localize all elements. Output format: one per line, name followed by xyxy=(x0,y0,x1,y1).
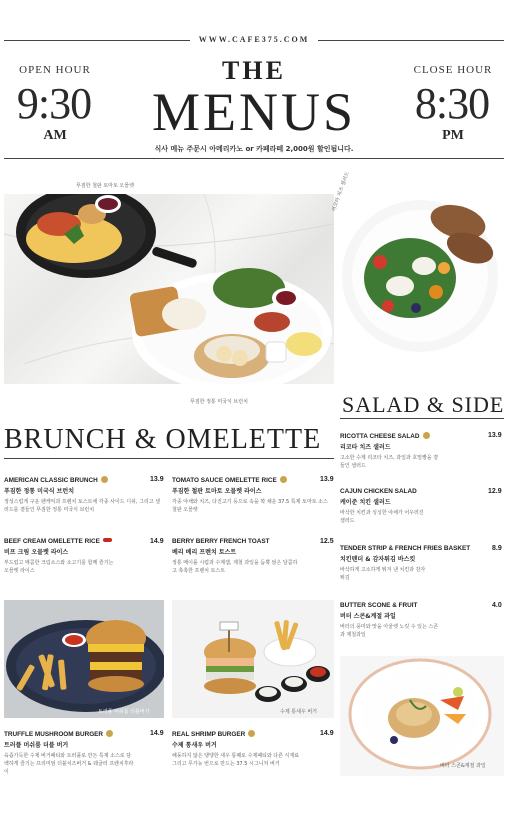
caption-brunch-plate-label: 푸짐한 정통 미국식 브런치 xyxy=(190,399,248,405)
chef-pick-icon xyxy=(280,476,287,483)
menu-item-cajun-salad xyxy=(340,488,480,525)
item-korean-name: 트러플 머쉬룸 더블 버거 xyxy=(4,742,69,749)
close-time: 8:30 xyxy=(414,79,490,128)
menu-item-tender-basket xyxy=(340,545,480,582)
item-korean-name: 케이준 치킨 샐러드 xyxy=(340,499,391,506)
brunch-title-rule xyxy=(4,458,334,459)
price-shrimp-burger: 14.9 xyxy=(320,730,334,737)
price-beef-omelette: 14.9 xyxy=(150,538,164,545)
price-american-brunch: 13.9 xyxy=(150,476,164,483)
website-url: WWW.CAFE375.COM xyxy=(190,35,318,44)
item-korean-name: 수제 통새우 버거 xyxy=(172,742,217,749)
caption-truffle-photo: 트러플 머쉬룸 더블버거 xyxy=(98,709,150,715)
scone-illustration xyxy=(340,656,504,776)
salad-section-title: SALAD & SIDE xyxy=(342,392,505,417)
truffle-burger-illustration xyxy=(4,600,164,718)
menu-item-tomato-omelette xyxy=(172,476,332,514)
item-name: BUTTER SCONE & FRUIT xyxy=(340,602,418,609)
item-name: TRUFFLE MUSHROOM BURGER xyxy=(4,731,104,738)
price-truffle-burger: 14.9 xyxy=(150,730,164,737)
shrimp-burger-photo xyxy=(172,600,334,718)
price-butter-scone: 4.0 xyxy=(492,602,502,609)
title-menus: MENUS xyxy=(151,82,357,142)
discount-notice: 식사 메뉴 주문시 아메리카노 or 카페라떼 2,000원 할인됩니다. xyxy=(154,145,354,153)
item-name: AMERICAN CLASSIC BRUNCH xyxy=(4,477,98,484)
item-name: BEEF CREAM OMELETTE RICE xyxy=(4,538,100,545)
menu-item-american-brunch xyxy=(4,476,164,514)
open-ampm: AM xyxy=(43,128,67,143)
chef-pick-icon xyxy=(423,432,430,439)
price-cajun-salad: 12.9 xyxy=(488,488,502,495)
open-hour-label: OPEN HOUR xyxy=(19,64,91,76)
caption-shrimp-photo: 수제 통새우 버거 xyxy=(280,709,317,715)
price-tender-basket: 8.9 xyxy=(492,545,502,552)
item-name: TOMATO SAUCE OMELETTE RICE xyxy=(172,477,277,484)
chef-pick-icon xyxy=(248,730,255,737)
item-description: 부드럽고 매콤한 크림소스와 소고기를 함께 즐기는 오믈렛 라이스 xyxy=(4,560,114,574)
salad-title-rule xyxy=(340,418,504,419)
scone-photo xyxy=(340,656,504,776)
menu-item-berry-toast xyxy=(172,538,332,575)
truffle-burger-photo xyxy=(4,600,164,718)
caption-skillet-label: 푸짐한 철판 토마토 오믈렛 xyxy=(76,183,134,189)
item-name: RICOTTA CHEESE SALAD xyxy=(340,433,420,440)
item-korean-name: 치킨텐더 & 감자튀김 바스킷 xyxy=(340,556,416,563)
price-ricotta-salad: 13.9 xyxy=(488,432,502,439)
brunch-illustration xyxy=(4,194,334,384)
item-korean-name: 푸짐한 정통 미국식 브런치 xyxy=(4,488,75,495)
item-name: BERRY BERRY FRENCH TOAST xyxy=(172,538,270,545)
caption-scone-photo: 버터 스콘&계절 과일 xyxy=(440,763,486,769)
chef-pick-icon xyxy=(101,476,108,483)
title-the: THE xyxy=(222,56,286,85)
item-name: TENDER STRIP & FRENCH FRIES BASKET xyxy=(340,545,471,552)
item-name: CAJUN CHICKEN SALAD xyxy=(340,488,417,495)
item-description: 고소한 수제 리코타 치즈, 과일과 호밀빵을 곁들인 샐러드 xyxy=(340,455,439,469)
menu-item-butter-scone xyxy=(340,602,480,639)
item-description: 해동하지 않은 탱탱한 새우 통째로 수제패티와 다른 식재료 그리고 무가능 번으로 만드는 37.5 시그니처 버거 xyxy=(172,753,300,767)
spicy-icon xyxy=(103,538,112,542)
menu-item-ricotta-salad xyxy=(340,432,480,470)
brunch-section-title: BRUNCH & OMELETTE xyxy=(4,424,322,455)
item-korean-name: 버터 스콘&계절 과일 xyxy=(340,613,396,620)
item-description: 정성스럽게 구운 팬케익과 프렌치 토스트에 각종 사이드 디쉬, 그리고 샐러드를 곁들인 푸짐한 정통 미국식 브런치 xyxy=(4,499,160,513)
item-description: 버터의 풍미와 맛을 아울렛 노릿 수 있는 스콘과 제철과일 xyxy=(340,624,439,638)
price-tomato-omelette: 13.9 xyxy=(320,476,334,483)
item-description: 정통 메이플 시럽과 수제잼, 제철 과일을 듬뿍 얹은 달콤하고 촉촉한 프렌치 토스트 xyxy=(172,560,298,574)
item-description: 바삭하게 고소하게 튀겨 낸 치킨과 감자 튀김 xyxy=(340,567,426,581)
item-description: 육즙가득한 수제 버거패티와 트러플로 만든 특제 소스로 담백하게 즐기는 프리미엄 더블치즈버거 & 웨굴러 프렌치후라이 xyxy=(4,753,134,775)
menu-item-truffle-burger xyxy=(4,730,164,776)
brunch-photo xyxy=(4,194,334,384)
header-bottom-rule xyxy=(4,158,504,159)
price-berry-toast: 12.5 xyxy=(320,538,334,545)
item-korean-name: 베리 베리 프렌치 토스트 xyxy=(172,549,237,556)
item-description: 바삭한 치킨과 싱싱한 야채가 어우러진 샐러드 xyxy=(340,510,424,524)
item-description: 각종 야채와 치즈, 다진고기 등으로 속을 꽉 채운 37.5 특제 토마토 소스 철판 오믈렛 xyxy=(172,499,328,513)
close-ampm: PM xyxy=(442,128,464,143)
caption-salad: 리코타 치즈 샐러드 xyxy=(330,171,351,213)
salad-illustration xyxy=(340,196,504,356)
menu-item-shrimp-burger xyxy=(172,730,332,768)
chef-pick-icon xyxy=(106,730,113,737)
close-hour-label: CLOSE HOUR xyxy=(413,64,493,76)
item-korean-name: 비프 크림 오믈렛 라이스 xyxy=(4,549,69,556)
item-name: REAL SHRIMP BURGER xyxy=(172,731,246,738)
menu-item-beef-omelette xyxy=(4,538,164,575)
open-time: 9:30 xyxy=(16,79,92,128)
shrimp-burger-illustration xyxy=(172,600,334,718)
item-korean-name: 푸짐한 철판 토마토 오믈렛 라이스 xyxy=(172,488,262,495)
salad-photo xyxy=(340,196,504,356)
item-korean-name: 리코타 치즈 샐러드 xyxy=(340,444,391,451)
